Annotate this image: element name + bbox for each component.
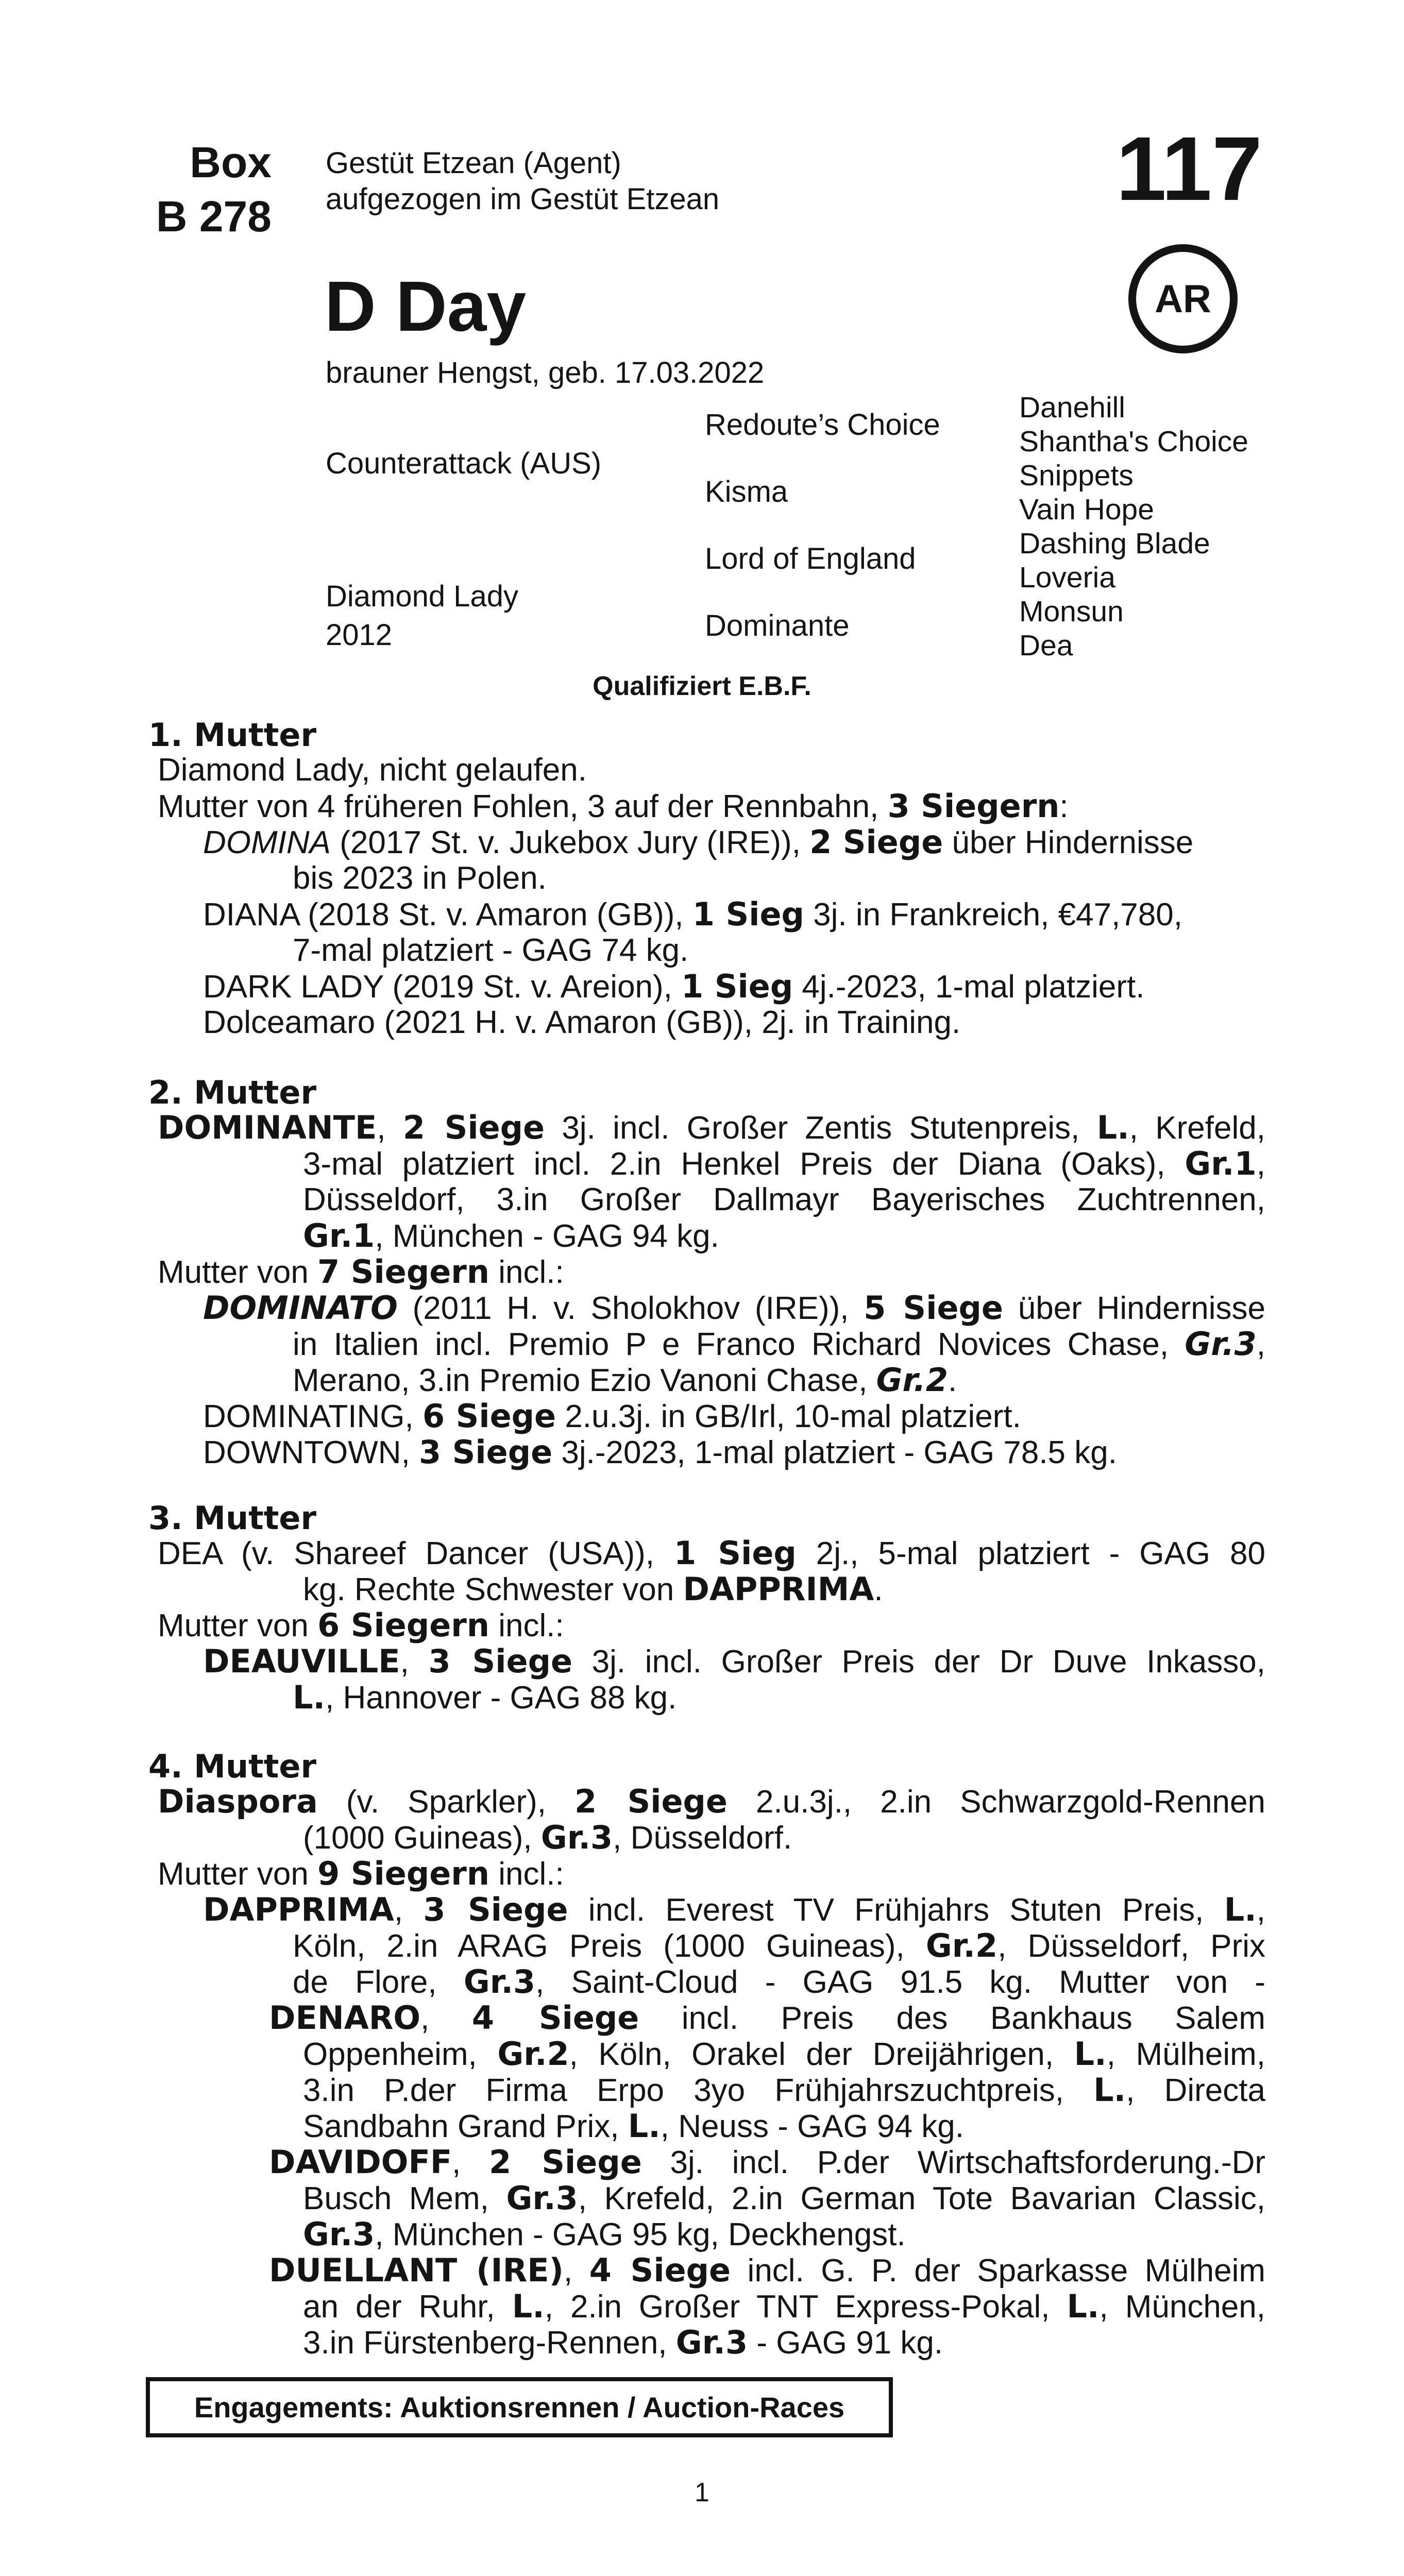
pedigree-great-grandparent: Vain Hope (1019, 493, 1154, 526)
text-line: Mutter von 7 Siegern incl.: (158, 1253, 564, 1291)
text-line: DEA (v. Shareef Dancer (USA)), 1 Sieg 2j., 5-mal platziert - GAG 80 (158, 1534, 1265, 1572)
text-line: an der Ruhr, L., 2.in Großer TNT Express-Pokal, L., München, (303, 2287, 1265, 2325)
breeder-agent: Gestüt Etzean (Agent) (326, 146, 621, 180)
pedigree-grandparent: Kisma (705, 475, 788, 509)
text-line: 3-mal platziert incl. 2.in Henkel Preis der Diana (Oaks), Gr.1, (303, 1145, 1265, 1182)
section-heading-3: 3. Mutter (148, 1499, 317, 1537)
pedigree-grandparent: Lord of England (705, 542, 916, 575)
text-line: Mutter von 9 Siegern incl.: (158, 1855, 564, 1892)
pedigree-grandparent: Redoute’s Choice (705, 408, 940, 442)
text-line: Sandbahn Grand Prix, L., Neuss - GAG 94 kg. (303, 2107, 965, 2145)
text-line: DARK LADY (2019 St. v. Areion), 1 Sieg 4j.-2023, 1-mal platziert. (203, 968, 1145, 1005)
text-line: Busch Mem, Gr.3, Krefeld, 2.in German Tote Bavarian Classic, (303, 2179, 1265, 2217)
pedigree-great-grandparent: Dea (1019, 629, 1073, 662)
text-line: DOMINATING, 6 Siege 2.u.3j. in GB/Irl, 10-mal platziert. (203, 1397, 1021, 1435)
text-line: DOMINANTE, 2 Siege 3j. incl. Großer Zentis Stutenpreis, L., Krefeld, (158, 1109, 1265, 1146)
text-line: DOWNTOWN, 3 Siege 3j.-2023, 1-mal platziert - GAG 78.5 kg. (203, 1433, 1117, 1471)
text-line: Diamond Lady, nicht gelaufen. (158, 752, 587, 788)
pedigree-grandparent: Dominante (705, 609, 850, 642)
box-label: Box (190, 138, 272, 187)
text-line: Köln, 2.in ARAG Preis (1000 Guineas), Gr.2, Düsseldorf, Prix (293, 1927, 1265, 1964)
page-number: 1 (695, 2478, 709, 2507)
text-line: 7-mal platziert - GAG 74 kg. (293, 933, 689, 968)
text-line: Diaspora (v. Sparkler), 2 Siege 2.u.3j., 2.in Schwarzgold-Rennen (158, 1783, 1265, 1820)
box-number: B 278 (156, 192, 272, 241)
pedigree-great-grandparent: Shantha's Choice (1019, 425, 1249, 458)
text-line: Dolceamaro (2021 H. v. Amaron (GB)), 2j. in Training. (203, 1005, 961, 1040)
text-line: 3.in Fürstenberg-Rennen, Gr.3 - GAG 91 kg. (303, 2324, 943, 2361)
text-line: DOMINATO (2011 H. v. Sholokhov (IRE)), 5 Siege über Hindernisse (203, 1289, 1265, 1327)
text-line: Gr.1, München - GAG 94 kg. (303, 1217, 719, 1255)
pedigree-great-grandparent: Dashing Blade (1019, 527, 1210, 560)
pedigree-sire: Counterattack (AUS) (326, 447, 602, 480)
pedigree-dam-year: 2012 (326, 618, 393, 652)
text-line: 3.in P.der Firma Erpo 3yo Frühjahrszuchtpreis, L., Directa (303, 2071, 1265, 2109)
text-line: DIANA (2018 St. v. Amaron (GB)), 1 Sieg 3j. in Frankreich, €47,780, (203, 895, 1182, 933)
section-heading-4: 4. Mutter (148, 1748, 317, 1785)
ar-badge (1128, 244, 1238, 353)
text-line: in Italien incl. Premio P e Franco Richard Novices Chase, Gr.3, (293, 1325, 1265, 1363)
text-line: Mutter von 6 Siegern incl.: (158, 1606, 564, 1644)
horse-name: D Day (325, 267, 527, 346)
pedigree-dam: Diamond Lady (326, 580, 518, 613)
lot-number: 117 (1116, 118, 1262, 219)
pedigree-great-grandparent: Snippets (1019, 459, 1134, 492)
text-line: DOMINA (2017 St. v. Jukebox Jury (IRE)), 2 Siege über Hindernisse (203, 823, 1194, 861)
text-line: Oppenheim, Gr.2, Köln, Orakel der Dreijährigen, L., Mülheim, (303, 2035, 1265, 2073)
text-line: DUELLANT (IRE), 4 Siege incl. G. P. der Sparkasse Mülheim (269, 2251, 1265, 2289)
text-line: DEAUVILLE, 3 Siege 3j. incl. Großer Preis der Dr Duve Inkasso, (203, 1642, 1265, 1680)
section-heading-1: 1. Mutter (148, 716, 317, 754)
qualification: Qualifiziert E.B.F. (593, 671, 811, 701)
pedigree-great-grandparent: Monsun (1019, 595, 1124, 628)
pedigree-great-grandparent: Loveria (1019, 561, 1115, 594)
engagements-box (146, 2377, 893, 2437)
text-line: Düsseldorf, 3.in Großer Dallmayr Bayerisches Zuchtrennen, (303, 1182, 1265, 1217)
text-line: DAPPRIMA, 3 Siege incl. Everest TV Frühjahrs Stuten Preis, L., (203, 1891, 1265, 1928)
text-line: (1000 Guineas), Gr.3, Düsseldorf. (303, 1819, 792, 1856)
section-heading-2: 2. Mutter (148, 1074, 317, 1111)
text-line: DENARO, 4 Siege incl. Preis des Bankhaus Salem (269, 1999, 1265, 2037)
text-line: bis 2023 in Polen. (293, 860, 547, 896)
text-line: L., Hannover - GAG 88 kg. (293, 1679, 677, 1716)
text-line: kg. Rechte Schwester von DAPPRIMA. (303, 1570, 883, 1608)
text-line: Mutter von 4 früheren Fohlen, 3 auf der Rennbahn, 3 Siegern: (158, 787, 1069, 825)
text-line: de Flore, Gr.3, Saint-Cloud - GAG 91.5 kg. Mutter von - (293, 1963, 1266, 2001)
ar-badge-label: AR (1155, 277, 1211, 321)
breeder-raised: aufgezogen im Gestüt Etzean (326, 182, 720, 216)
horse-description: brauner Hengst, geb. 17.03.2022 (326, 356, 765, 389)
text-line: DAVIDOFF, 2 Siege 3j. incl. P.der Wirtschaftsforderung.-Dr (269, 2143, 1265, 2181)
pedigree-great-grandparent: Danehill (1019, 391, 1125, 424)
engagements-text: Engagements: Auktionsrennen / Auction-Races (194, 2391, 845, 2424)
text-line: Merano, 3.in Premio Ezio Vanoni Chase, Gr.2. (293, 1361, 957, 1399)
text-line: Gr.3, München - GAG 95 kg, Deckhengst. (303, 2215, 906, 2253)
